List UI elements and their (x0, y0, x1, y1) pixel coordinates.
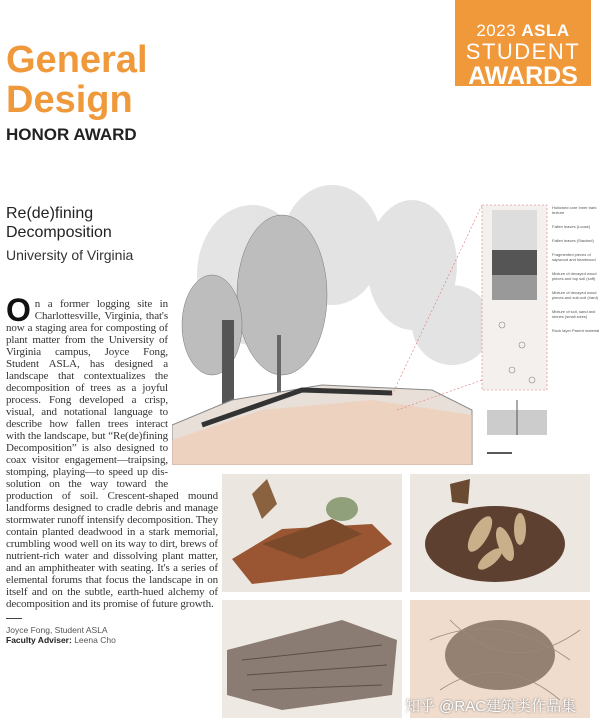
category-line2: Design (6, 79, 133, 121)
legend-item: Mixture of soil, sand and stones (small sizes) (552, 309, 596, 319)
article-text-1: n a former logging site in Charlottesville, Virginia, that's now a staging area for composting of plant matter from the University of Virginia campus, Joyce Fong, Student ASLA, has designed a landscape that contextualizes the decomposition of trees as a joyful process. Fong developed a crisp, visual, and notational language to describe how fallen trees interact with the landscape, but “Re(de)fining Decomposition” is also designed to coax visitor engagement—traipsing, stomping, playing—to speed up dis- (6, 298, 168, 478)
diagram-legend (552, 205, 600, 342)
category-heading (6, 40, 148, 120)
watermark: 知乎 @RAC建筑类作品集 (405, 698, 577, 715)
designer-credit: Joyce Fong, Student ASLA (6, 625, 108, 635)
legend-item: Rock layer Parent material (552, 328, 600, 333)
adviser-label: Faculty Adviser: (6, 635, 72, 645)
legend-item: Fallen leaves (Stacked) (552, 238, 594, 243)
badge-year: 2023 (476, 21, 517, 40)
badge-line3: AWARDS (468, 62, 578, 90)
legend-item: Hollowed core Inner bark texture (552, 205, 597, 215)
school-name: University of Virginia (6, 247, 134, 263)
badge-org: ASLA (521, 21, 570, 40)
legend-item: Fragmented pieces of sapwood and heartwood (552, 252, 596, 262)
photo-wood-chips (410, 474, 590, 592)
legend-item: Mixture of decayed wood pieces and top soil (soft) (552, 271, 597, 281)
photo-bark-moss (222, 474, 402, 592)
drop-cap: O (6, 292, 31, 328)
divider (6, 618, 22, 619)
legend-item: Mixture of decayed wood pieces and sub-soil (hard) (552, 290, 599, 300)
award-level: HONOR AWARD (6, 125, 137, 144)
project-title-line1: Re(de)fining (6, 205, 94, 222)
badge-line2: STUDENT (465, 39, 581, 64)
project-title (6, 204, 112, 242)
project-title-line2: Decomposition (6, 224, 112, 241)
adviser-name: Leena Cho (74, 635, 116, 645)
photo-decayed-log (222, 600, 402, 718)
credits (6, 625, 218, 645)
legend-item: Fallen leaves (Loose) (552, 224, 591, 229)
article-text-2: solution on the way toward the production of soil. Crescent-shaped mound landforms designed to cradle debris and manage stormwater runoff intensify decomposition. They contain planted deadwood in a stark memorial, crumbling wood well on its way to dirt, brews of nutrient-rich water and dissolving plant matter, and an amphitheater with seating. It's a series of elemental forums that focus the landscape in on itself and on the subtle, earth-hued alchemy of decomposition and its promise of future growth. (6, 478, 218, 610)
category-line1: General (6, 39, 148, 81)
section-drawing (172, 185, 600, 465)
asla-awards-badge (455, 0, 591, 90)
